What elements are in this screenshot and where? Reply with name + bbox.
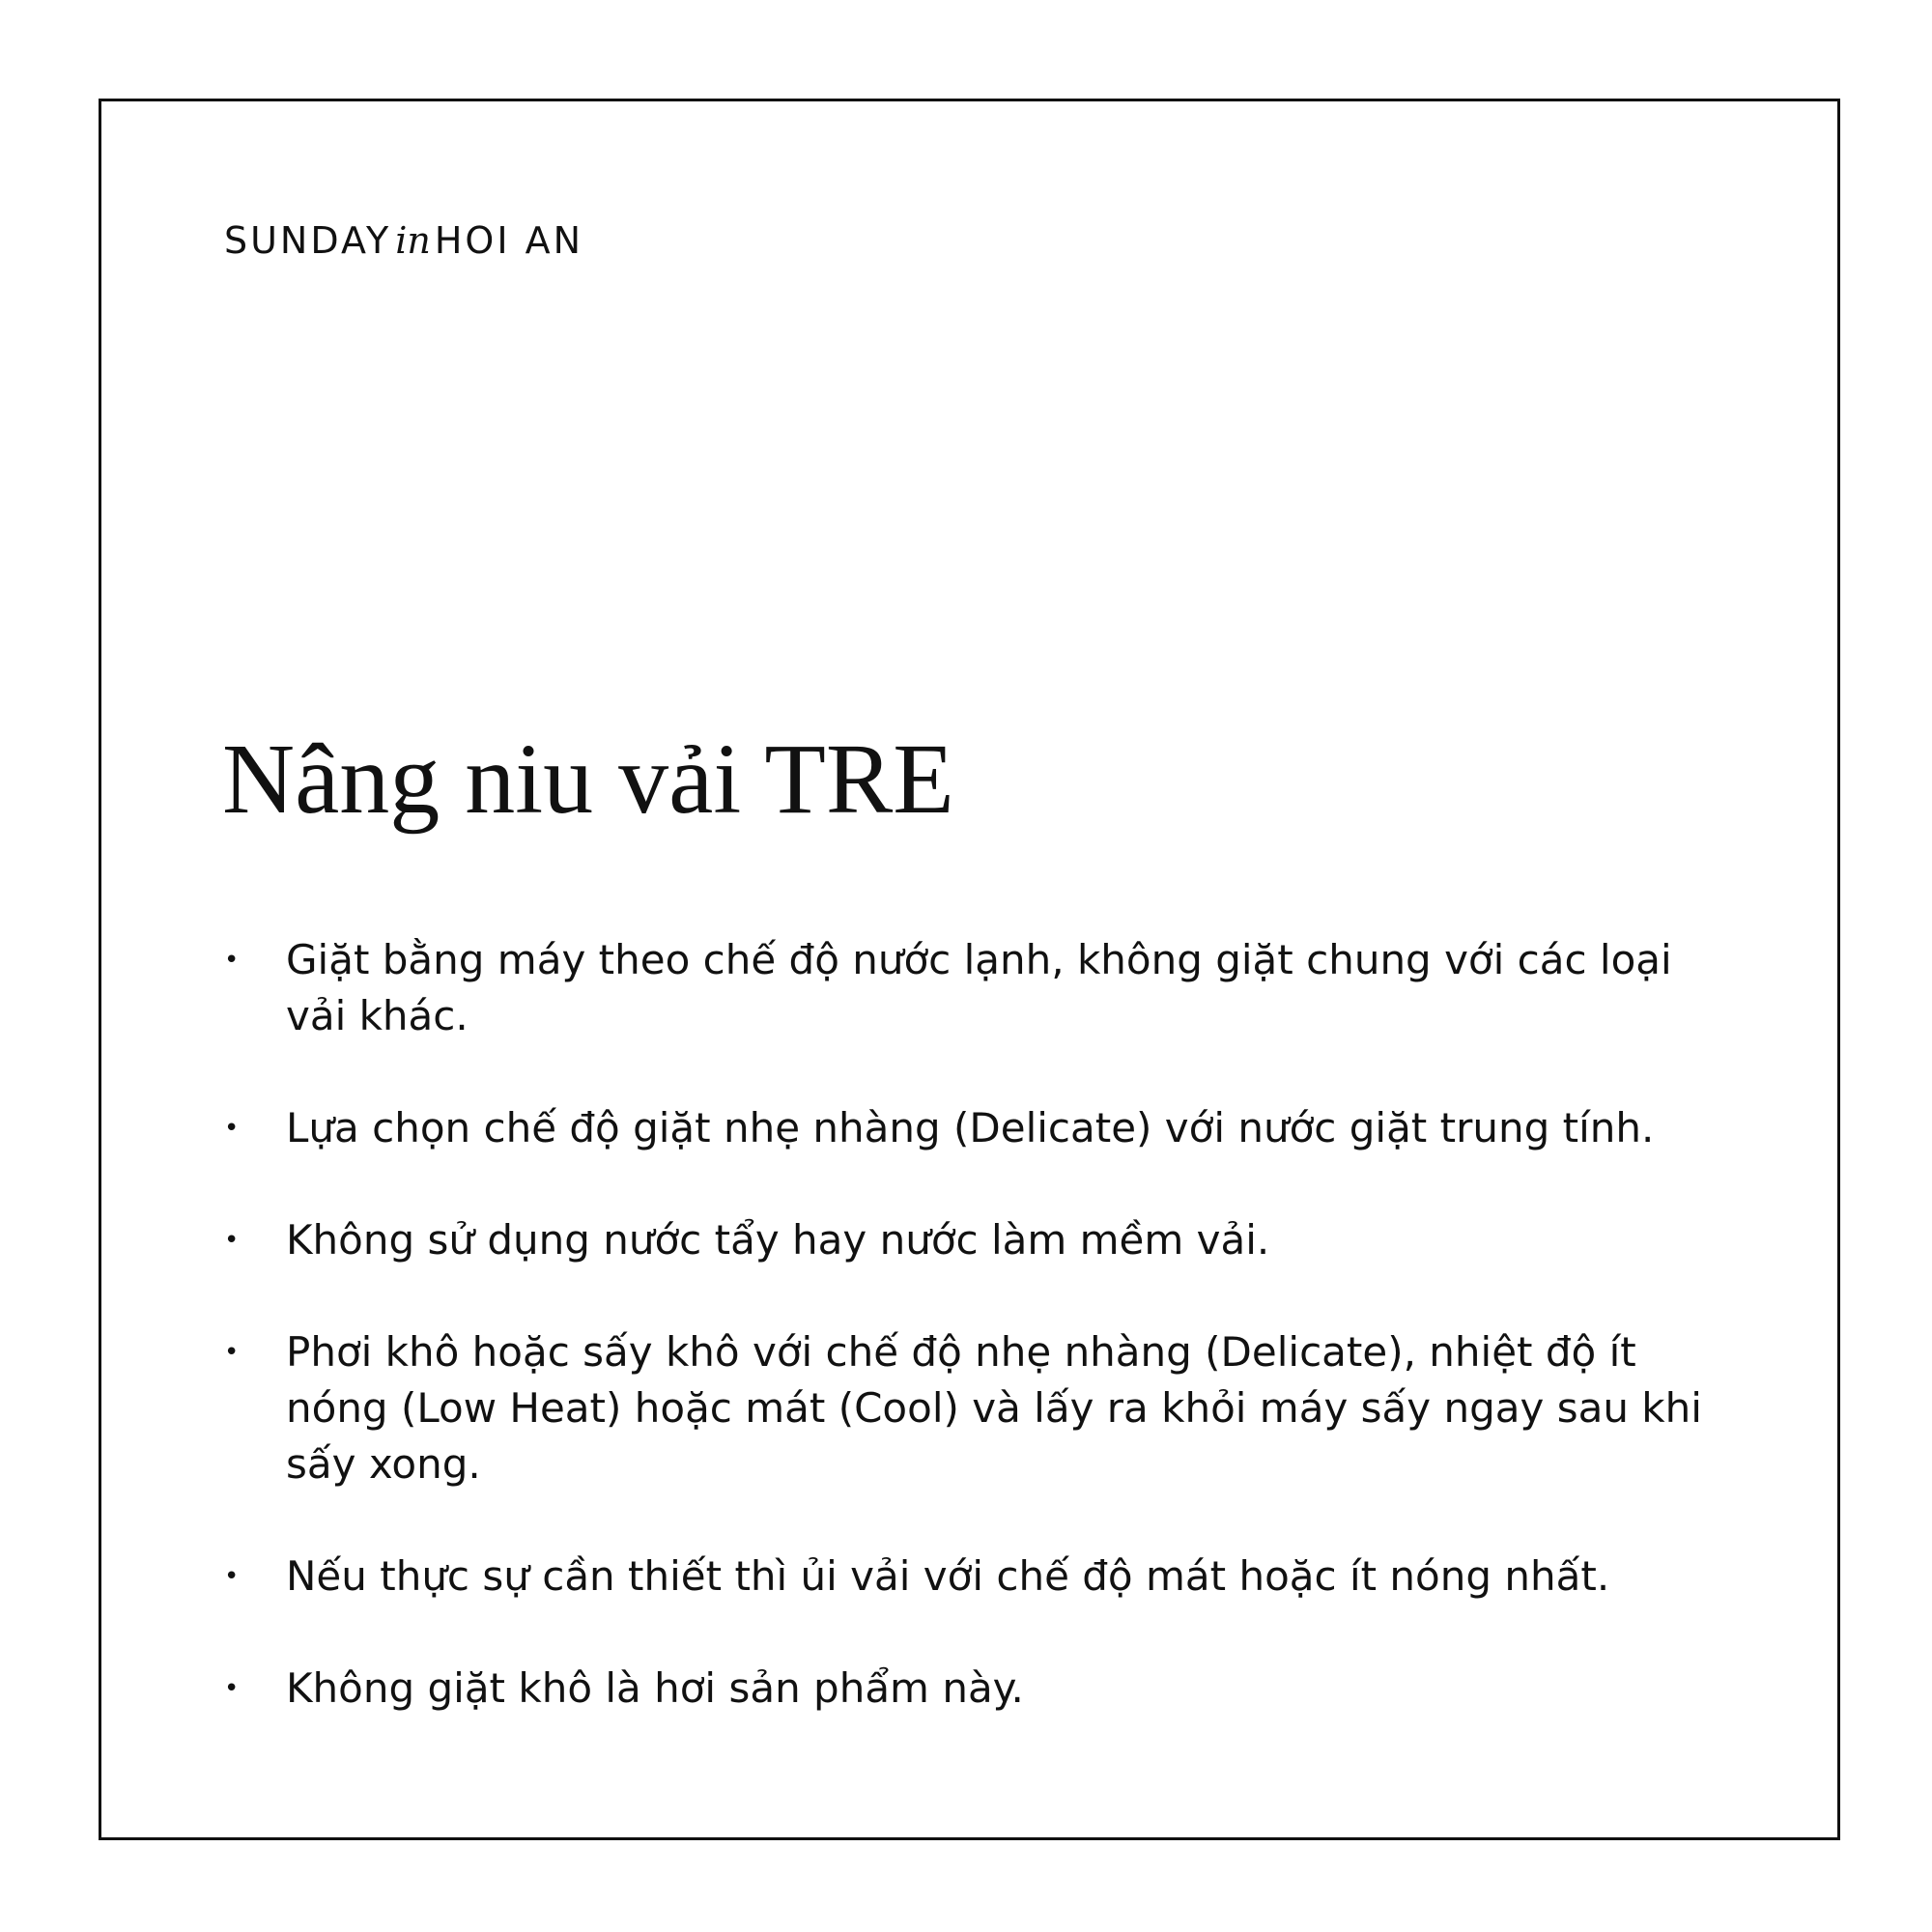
page-title: Nâng niu vải TRE: [222, 724, 954, 835]
brand-name-in: in: [395, 219, 431, 262]
list-item-text: Không giặt khô là hơi sản phẩm này.: [286, 1664, 1024, 1712]
list-item-text: Giặt bằng máy theo chế độ nước lạnh, không giặt chung với các loại vải khác.: [286, 936, 1672, 1039]
care-instructions-list: [224, 932, 1731, 1773]
content-frame: [99, 99, 1840, 1840]
list-item: [224, 1661, 1731, 1717]
bullet-icon: •: [224, 1562, 240, 1591]
list-item: [224, 1548, 1731, 1605]
bullet-icon: •: [224, 1338, 240, 1367]
list-item-text: Lựa chọn chế độ giặt nhẹ nhàng (Delicate) với nước giặt trung tính.: [286, 1104, 1655, 1151]
bullet-icon: •: [224, 1674, 240, 1703]
list-item-text: Không sử dụng nước tẩy hay nước làm mềm vải.: [286, 1216, 1270, 1264]
brand-name-hoi-an: HOI AN: [434, 219, 584, 262]
list-item-text: Nếu thực sự cần thiết thì ủi vải với chế độ mát hoặc ít nóng nhất.: [286, 1552, 1610, 1600]
list-item: [224, 1324, 1731, 1492]
bullet-icon: •: [224, 946, 240, 975]
bullet-icon: •: [224, 1226, 240, 1255]
list-item: [224, 1100, 1731, 1156]
list-item: [224, 1212, 1731, 1268]
list-item-text: Phơi khô hoặc sấy khô với chế độ nhẹ nhàng (Delicate), nhiệt độ ít nóng (Low Heat) hoặc mát (Cool) và lấy ra khỏi máy sấy ngay sau khi sấy xong.: [286, 1328, 1702, 1488]
brand-logo: [224, 219, 584, 262]
list-item: [224, 932, 1731, 1044]
bullet-icon: •: [224, 1114, 240, 1143]
brand-name-sunday: SUNDAY: [224, 219, 392, 262]
